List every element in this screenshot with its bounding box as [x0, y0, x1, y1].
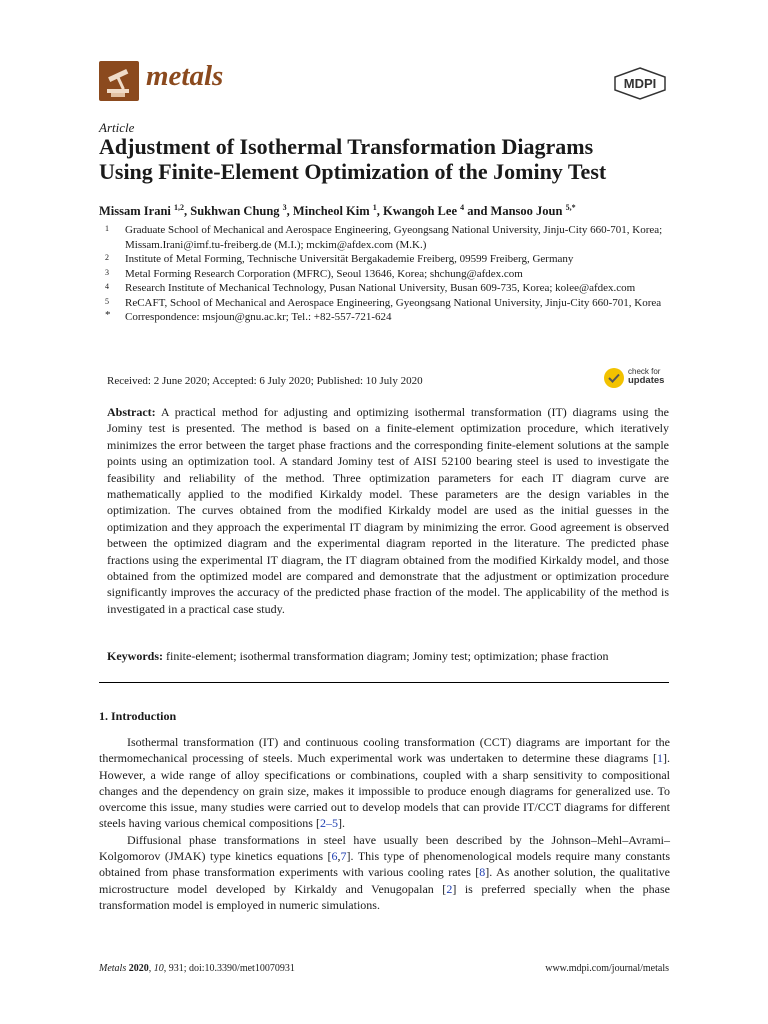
affiliation-item	[105, 296, 665, 311]
paragraph	[99, 734, 670, 832]
affiliation-item	[105, 252, 665, 267]
author-affiliation-mark: 4	[460, 203, 465, 212]
footer-year: 2020	[128, 963, 149, 974]
abstract-text: A practical method for adjusting and optimizing isothermal transformation (IT) diagrams using the Jominy test is presented. The method is based on a finite-element optimization procedure, which iteratively minimizes the error between the target phase fractions and the corresponding finite-element solutions at the sample points using an optimization tool. A standard Jominy test of AISI 52100 bearing steel is used to investigate the feasibility and reliability of the method. Three optimization parameters for each IT diagram curve are mathematically applied to the modified Kirkaldy model. These parameters are the design variables in the optimization. The curves obtained from the modified Kirkaldy model are used as the initial guesses in the optimization and they approach the experimental IT diagram by minimizing the error. Good agreement is observed between the optimized diagram and the experimental diagram reported in the literature. The predicted phase fractions using the experimental IT diagram, the IT diagram obtained from the modified Kirkaldy model, and those obtained from the optimized model are compared and demonstrate that the adjustment or optimization procedure significantly improves the accuracy of the predicted phase fraction of the model. The applicability of the method is investigated in a practical case study.	[107, 405, 669, 616]
affiliation-list	[105, 223, 665, 325]
author-affiliation-mark: 1	[372, 203, 377, 212]
author-affiliation-mark: 3	[282, 203, 287, 212]
footer-journal: Metals	[99, 963, 127, 974]
citation-link[interactable]: 7	[340, 849, 347, 864]
author-name[interactable]: Sukhwan Chung	[190, 204, 280, 219]
affiliation-number: 5	[105, 296, 109, 306]
author-separator: ,	[376, 204, 384, 219]
author-name[interactable]: Mincheol Kim	[292, 204, 370, 219]
correspondence-item	[105, 310, 665, 325]
affiliation-number: 1	[105, 224, 109, 233]
correspondence-mark: *	[105, 309, 111, 321]
text-run: ]. This type of phenomenological models require many constants obtained from phase transformation experiments with various cooling rates [	[99, 849, 671, 880]
footer-doi[interactable]: , 931; doi:10.3390/met10070931	[163, 963, 295, 974]
check-updates-line1: check for	[628, 367, 661, 376]
affiliation-item	[105, 281, 665, 296]
journal-logo-icon	[99, 61, 139, 101]
mdpi-logo[interactable]	[611, 66, 669, 105]
text-run: ].	[337, 816, 345, 831]
paper-title	[99, 134, 699, 184]
affiliation-number: 2	[105, 253, 109, 262]
article-type: Article	[99, 120, 135, 135]
check-for-updates-badge[interactable]	[603, 366, 673, 392]
citation-link[interactable]: 1	[657, 751, 663, 766]
title-line: Using Finite-Element Optimization of the Jominy Test	[99, 159, 607, 184]
affiliation-text: Institute of Metal Forming, Technische Universität Bergakademie Freiberg, 09599 Freiberg, Germany	[125, 253, 574, 265]
abstract	[107, 404, 669, 617]
keywords-label: Keywords:	[107, 649, 163, 663]
section-divider	[99, 682, 669, 683]
check-updates-icon	[603, 367, 625, 389]
abstract-label: Abstract:	[107, 405, 156, 419]
citation-link[interactable]: 2–5	[319, 816, 338, 831]
citation-link[interactable]: 8	[479, 865, 486, 880]
citation-link[interactable]: 6	[331, 849, 338, 864]
author-name[interactable]: Kwangoh Lee	[383, 204, 457, 219]
author-name[interactable]: Mansoo Joun	[490, 204, 563, 219]
journal-url[interactable]: www.mdpi.com/journal/metals	[545, 963, 669, 974]
text-run: Isothermal transformation (IT) and continuous cooling transformation (CCT) diagrams are important for the thermomechanical processing of steels. Much experimental work was undertaken to determine these diagrams [	[99, 735, 670, 766]
footer-volume: 10	[153, 963, 164, 974]
text-run: ] is preferred specially when the phase transformation model is employed in numeric simulations.	[99, 881, 670, 912]
text-run: Diffusional phase transformations in steel have usually been described by the Johnson–Mehl–Avrami–Kolgomorov (JMAK) type kinetics equations [	[99, 832, 670, 864]
affiliation-text: ReCAFT, School of Mechanical and Aerospace Engineering, Gyeongsang National University, Jinju-City 660-701, Korea	[125, 296, 662, 309]
correspondence-text: Correspondence: msjoun@gnu.ac.kr; Tel.: +82-557-721-624	[125, 311, 392, 323]
introduction-body	[99, 734, 670, 913]
affiliation-number: 3	[105, 267, 109, 277]
affiliation-text: Graduate School of Mechanical and Aerospace Engineering, Gyeongsang National University, Jinju-City 660-701, Korea; Missam.Irani@imf.tu-freiberg.de (M.I.); mckim@afdex.com (M.K.)	[125, 224, 663, 251]
title-line: Adjustment of Isothermal Transformation Diagrams	[99, 134, 594, 159]
text-run: ]. As another solution, the qualitative microstructure model developed by Kirkaldy and Venugopalan [	[99, 865, 670, 896]
keywords-text: finite-element; isothermal transformation diagram; Jominy test; optimization; phase fraction	[166, 649, 609, 663]
affiliation-number: 4	[105, 282, 109, 291]
author-affiliation-mark: 5,*	[565, 203, 576, 212]
text-run: ]. However, a wide range of alloy specifications or combinations, coupled with a sharp sensitivity to compositional changes and the dependency on grain size, makes it impossible to produce enough diagrams for generalized use. To overcome this issue, many studies were carried out to develop models that can provide IT/CCT diagrams for different steels having various chemical compositions [	[99, 751, 670, 831]
text-run: ,	[337, 849, 341, 864]
author-separator: ,	[184, 204, 191, 219]
author-name[interactable]: Missam Irani	[99, 204, 171, 219]
author-separator: and	[464, 204, 491, 219]
author-list	[99, 203, 576, 219]
author-affiliation-mark: 1,2	[174, 203, 184, 212]
citation-footer: Metals 2020, 10, 931; doi:10.3390/met10070931	[99, 963, 295, 974]
publication-dates: Received: 2 June 2020; Accepted: 6 July 2020; Published: 10 July 2020	[107, 375, 423, 387]
author-separator: ,	[286, 204, 293, 219]
affiliation-text: Research Institute of Mechanical Technology, Pusan National University, Busan 609-735, Korea; kolee@afdex.com	[125, 282, 636, 294]
keywords	[107, 649, 677, 664]
paragraph	[99, 832, 670, 913]
journal-name[interactable]: metals	[146, 60, 224, 92]
affiliation-text: Metal Forming Research Corporation (MFRC), Seoul 13646, Korea; shchung@afdex.com	[125, 267, 523, 280]
affiliation-item	[105, 267, 665, 282]
citation-link[interactable]: 2	[446, 881, 453, 896]
affiliation-item	[105, 223, 665, 252]
publisher-name: MDPI	[623, 76, 657, 91]
check-updates-line2: updates	[628, 375, 665, 386]
section-heading: 1. Introduction	[99, 709, 177, 723]
